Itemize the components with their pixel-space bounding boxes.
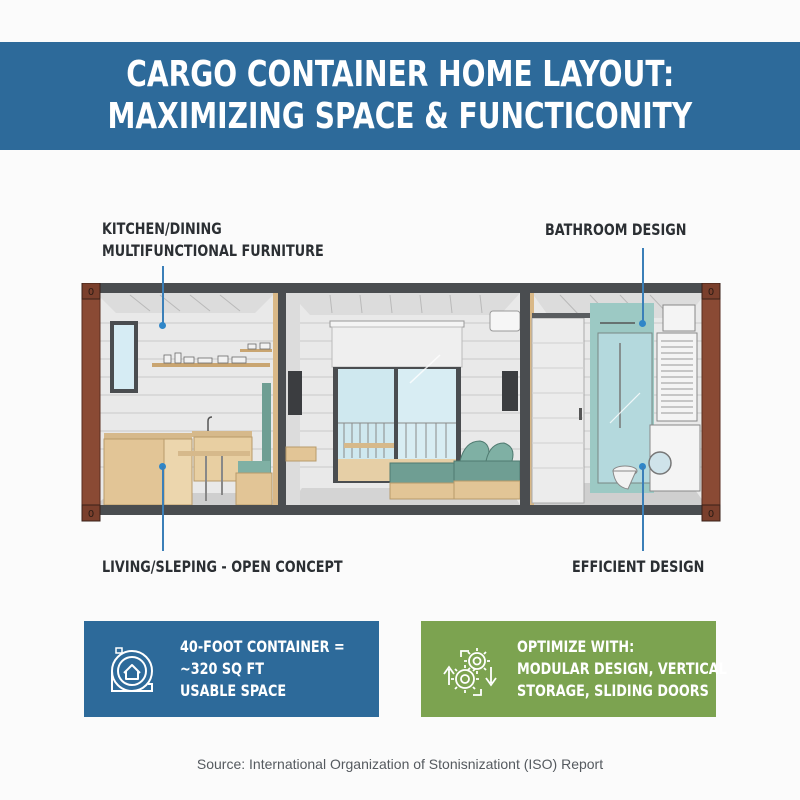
leader-line-living xyxy=(162,466,164,551)
svg-text:0: 0 xyxy=(707,287,715,298)
info-box-container-size xyxy=(84,621,379,717)
info-text-container-size xyxy=(180,636,345,702)
label-bathroom-design: BATHROOM DESIGN xyxy=(545,220,687,239)
source-citation: Source: International Organization of Stonisnizationt (ISO) Report xyxy=(196,756,604,772)
leader-dot-kitchen xyxy=(159,322,166,329)
leader-line-kitchen xyxy=(162,266,164,327)
label-living-sleeping: LIVING/SLEPING - OPEN CONCEPT xyxy=(102,557,343,576)
title-line-1: CARGO CONTAINER HOME LAYOUT: xyxy=(126,54,674,95)
container-cutaway-illustration xyxy=(80,283,722,523)
title-line-2: MAXIMIZING SPACE & FUNCTICONITY xyxy=(107,96,693,137)
svg-text:0: 0 xyxy=(87,509,95,520)
leader-line-efficient xyxy=(642,466,644,551)
label-efficient-design: EFFICIENT DESIGN xyxy=(572,557,705,576)
info-line: MODULAR DESIGN, VERTICAL xyxy=(517,659,727,678)
info-line: 40-FOOT CONTAINER = xyxy=(180,637,345,656)
title-banner xyxy=(0,42,800,150)
gears-arrows-icon xyxy=(441,639,501,699)
leader-dot-bathroom xyxy=(639,320,646,327)
info-text-optimize xyxy=(517,636,727,702)
info-box-optimize xyxy=(421,621,727,717)
label-multifunctional-furniture: MULTIFUNCTIONAL FURNITURE xyxy=(102,241,324,260)
info-line: OPTIMIZE WITH: xyxy=(517,637,635,656)
leader-line-bathroom xyxy=(642,248,644,324)
svg-text:0: 0 xyxy=(707,509,715,520)
svg-text:0: 0 xyxy=(87,287,95,298)
info-line: ~320 SQ FT xyxy=(180,659,264,678)
tape-measure-house-icon xyxy=(104,639,164,699)
label-kitchen-dining: KITCHEN/DINING xyxy=(102,219,222,238)
info-line: USABLE SPACE xyxy=(180,681,287,700)
info-line: STORAGE, SLIDING DOORS xyxy=(517,681,709,700)
